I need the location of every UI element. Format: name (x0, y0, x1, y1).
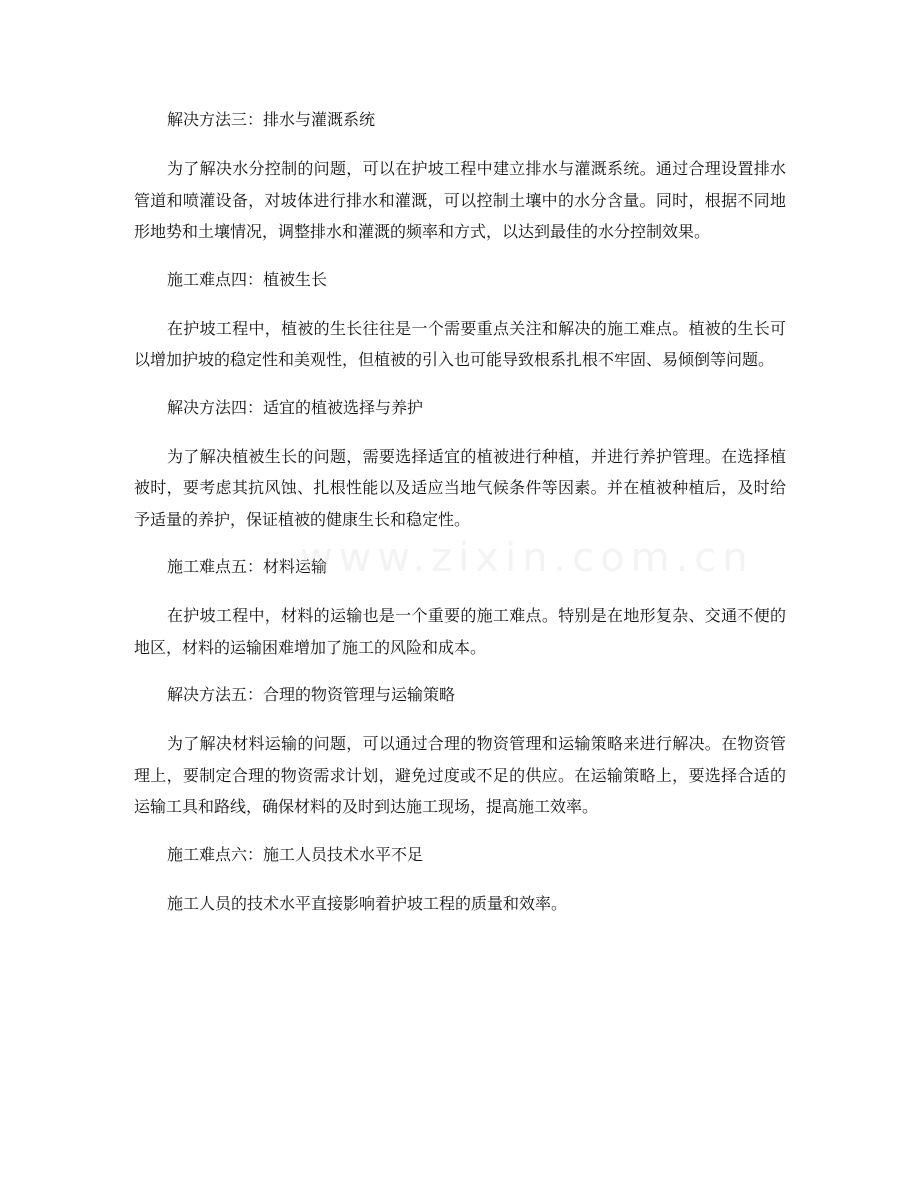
section-heading-3: 解决方法四：适宜的植被选择与养护 (167, 397, 424, 417)
section-paragraph-6: 施工人员的技术水平直接影响着护坡工程的质量和效率。 (167, 893, 568, 913)
section-paragraph-2: 在护坡工程中，植被的生长往往是一个需要重点关注和解决的施工难点。植被的生长可以增加护坡的稳定性和美观性，但植被的引入也可能导致根系扎根不牢固、易倾倒等问题。 (134, 318, 786, 369)
section-heading-2: 施工难点四：植被生长 (167, 269, 328, 289)
section-heading-6: 施工难点六：施工人员技术水平不足 (167, 844, 424, 864)
section-paragraph-5: 为了解决材料运输的问题，可以通过合理的物资管理和运输策略来进行解决。在物资管理上，要制定合理的物资需求计划，避免过度或不足的供应。在运输策略上，要选择合适的运输工具和路线，确保材料的及时到达施工现场，提高施工效率。 (134, 734, 786, 816)
section-heading-1: 解决方法三：排水与灌溉系统 (167, 110, 376, 129)
section-paragraph-4: 在护坡工程中，材料的运输也是一个重要的施工难点。特别是在地形复杂、交通不便的地区，材料的运输困难增加了施工的风险和成本。 (134, 606, 786, 657)
section-heading-4: 施工难点五：材料运输 (167, 557, 328, 576)
section-paragraph-1: 为了解决水分控制的问题，可以在护坡工程中建立排水与灌溉系统。通过合理设置排水管道和喷灌设备，对坡体进行排水和灌溉，可以控制土壤中的水分含量。同时，根据不同地形地势和土壤情况，调整排水和灌溉的频率和方式，以达到最佳的水分控制效果。 (134, 159, 786, 241)
document-body (134, 104, 786, 935)
section-heading-5: 解决方法五：合理的物资管理与运输策略 (167, 685, 456, 704)
watermark: www.zixin.com.cn (300, 535, 754, 581)
section-paragraph-3: 为了解决植被生长的问题，需要选择适宜的植被进行种植，并进行养护管理。在选择植被时，要考虑其抗风蚀、扎根性能以及适应当地气候条件等因素。并在植被种植后，及时给予适量的养护，保证植被的健康生长和稳定性。 (134, 446, 786, 529)
